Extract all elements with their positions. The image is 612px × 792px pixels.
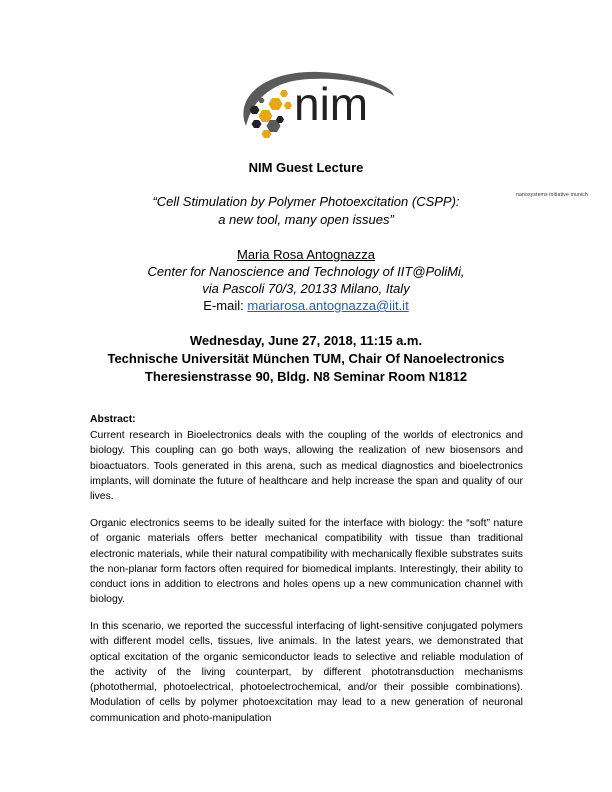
lecture-location-line-1: Technische Universität München TUM, Chair Of Nanoelectronics [107,351,505,366]
abstract-paragraph-2: Organic electronics seems to be ideally suited for the interface with biology: the “soft” nature of organic materials offers better mechanical compatibility with tissue than traditional electronic materials, while their natural compatibility with mechanically flexible substrates suits the non-planar form factors often required for biomedical implants. Interestingly, their ability to conduct ions in addition to electrons and holes opens up a new communication channel with biology. [90,518,523,606]
abstract-paragraph-1: Current research in Bioelectronics deals with the coupling of the worlds of electronics and biology. This coupling can go both ways, allowing the realization of new biosensors and bioactuators. Tools generated in this arena, such as medical diagnostics and bioelectronics implants, will dominate the future of healthcare and help increase the span and quality of our lives. [90,430,523,503]
logo-tagline: nanosystems initiative munich [516,192,588,198]
abstract-paragraph-3: In this scenario, we reported the successful interfacing of light-sensitive conjugated polymers with different model cells, tissues, live animals. In the latest years, we demonstrated that optical excitation of the organic semiconductor leads to selective and reliable modulation of the activity of the living counterpart, by different phototransduction mechanisms (photothermal, photoelectrical, photoelectrochemical, and/or their possible combinations). Modulation of cells by polymer photoexcitation may lead to a new generation of neuronal communication and photo-manipulation [90,621,523,724]
lecture-title-line-1: “Cell Stimulation by Polymer Photoexcitation (CSPP): [152,194,460,209]
lecture-type: NIM Guest Lecture [248,160,364,175]
lecture-location-line-2: Theresienstrasse 90, Bldg. N8 Seminar Room N1812 [144,369,468,384]
speaker-address: via Pascoli 70/3, 20133 Milano, Italy [202,281,410,296]
speaker-email-line [60,298,552,313]
speaker-name [60,247,552,262]
lecture-title-line-2: a new tool, many open issues” [218,212,394,227]
speaker-name-text: Maria Rosa Antognazza [236,247,376,262]
nim-logo-graphic [224,68,414,146]
abstract-heading: Abstract: [90,414,136,425]
speaker-institution: Center for Nanoscience and Technology of IIT@PoliMi, [147,264,465,279]
email-link[interactable]: mariarosa.antognazza@iit.it [247,298,409,313]
email-label: E-mail: [203,298,248,313]
logo-wordmark: nim [294,78,369,130]
lecture-date: Wednesday, June 27, 2018, 11:15 a.m. [189,333,423,348]
